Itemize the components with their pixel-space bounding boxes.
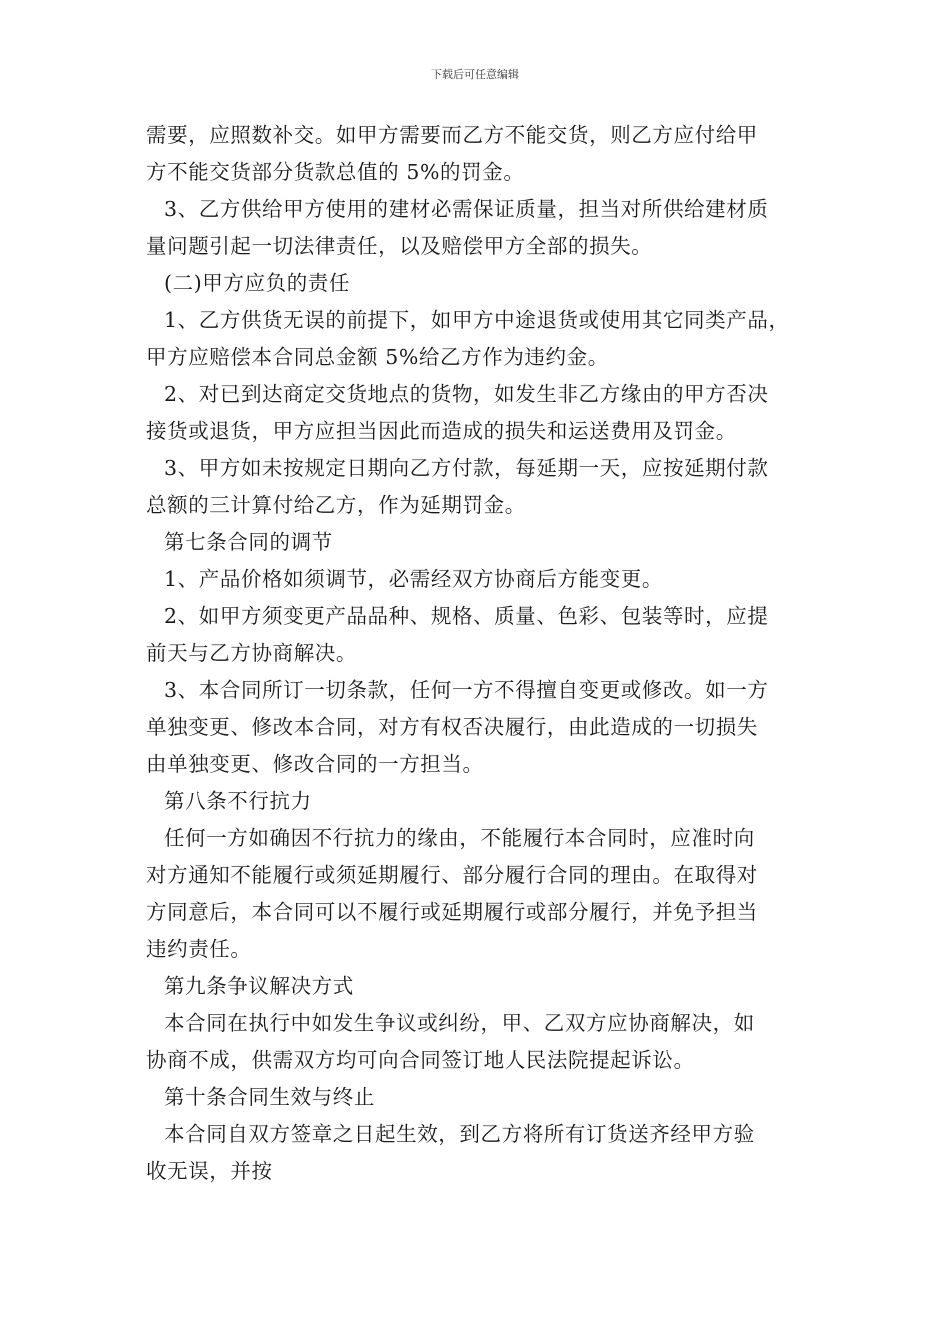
text-line: 对方通知不能履行或须延期履行、部分履行合同的理由。在取得对	[146, 863, 758, 887]
text-line: 任何一方如确因不行抗力的缘由，不能履行本合同时，应准时向	[164, 826, 755, 850]
document-body	[146, 117, 818, 1190]
text-line: 单独变更、修改本合同，对方有权否决履行，由此造成的一切损失	[146, 715, 758, 739]
text-line: 方不能交货部分货款总值的 5%的罚金。	[146, 160, 525, 184]
text-line: 甲方应赔偿本合同总金额 5%给乙方作为违约金。	[146, 345, 609, 369]
text-line: 由单独变更、修改合同的一方担当。	[146, 752, 484, 776]
text-line: 方同意后，本合同可以不履行或延期履行或部分履行，并免予担当	[146, 900, 758, 924]
text-line: 2、对已到达商定交货地点的货物，如发生非乙方缘由的甲方否决	[164, 382, 769, 406]
text-line: 前天与乙方协商解决。	[146, 641, 357, 665]
text-line: 总额的三计算付给乙方，作为延期罚金。	[146, 493, 526, 517]
text-line: 3、乙方供给甲方使用的建材必需保证质量，担当对所供给建材质	[164, 197, 769, 221]
section-heading: 第十条合同生效与终止	[164, 1085, 375, 1109]
section-heading: 第九条争议解决方式	[164, 974, 354, 998]
text-line: 违约责任。	[146, 937, 252, 961]
section-heading: (二)甲方应负的责任	[164, 271, 350, 295]
text-line: 本合同自双方签章之日起生效，到乙方将所有订货送齐经甲方验	[164, 1122, 755, 1146]
text-line: 接货或退货，甲方应担当因此而造成的损失和运送费用及罚金。	[146, 419, 737, 443]
section-heading: 第八条不行抗力	[164, 789, 312, 813]
text-line: 1、产品价格如须调节，必需经双方协商后方能变更。	[164, 567, 663, 591]
text-line: 需要，应照数补交。如甲方需要而乙方不能交货，则乙方应付给甲	[146, 123, 758, 147]
page-header: 下载后可任意编辑	[431, 68, 519, 81]
text-line: 量问题引起一切法律责任，以及赔偿甲方全部的损失。	[146, 234, 653, 258]
text-line: 2、如甲方须变更产品品种、规格、质量、色彩、包装等时，应提	[164, 604, 769, 628]
text-line: 本合同在执行中如发生争议或纠纷，甲、乙双方应协商解决，如	[164, 1011, 755, 1035]
section-heading: 第七条合同的调节	[164, 530, 333, 554]
text-line: 协商不成，供需双方均可向合同签订地人民法院提起诉讼。	[146, 1048, 695, 1072]
text-line: 3、甲方如未按规定日期向乙方付款，每延期一天，应按延期付款	[164, 456, 769, 480]
text-line: 3、本合同所订一切条款，任何一方不得擅自变更或修改。如一方	[164, 678, 769, 702]
text-line: 收无误，并按	[146, 1159, 273, 1183]
text-line: 1、乙方供货无误的前提下，如甲方中途退货或使用其它同类产品，	[164, 308, 790, 332]
